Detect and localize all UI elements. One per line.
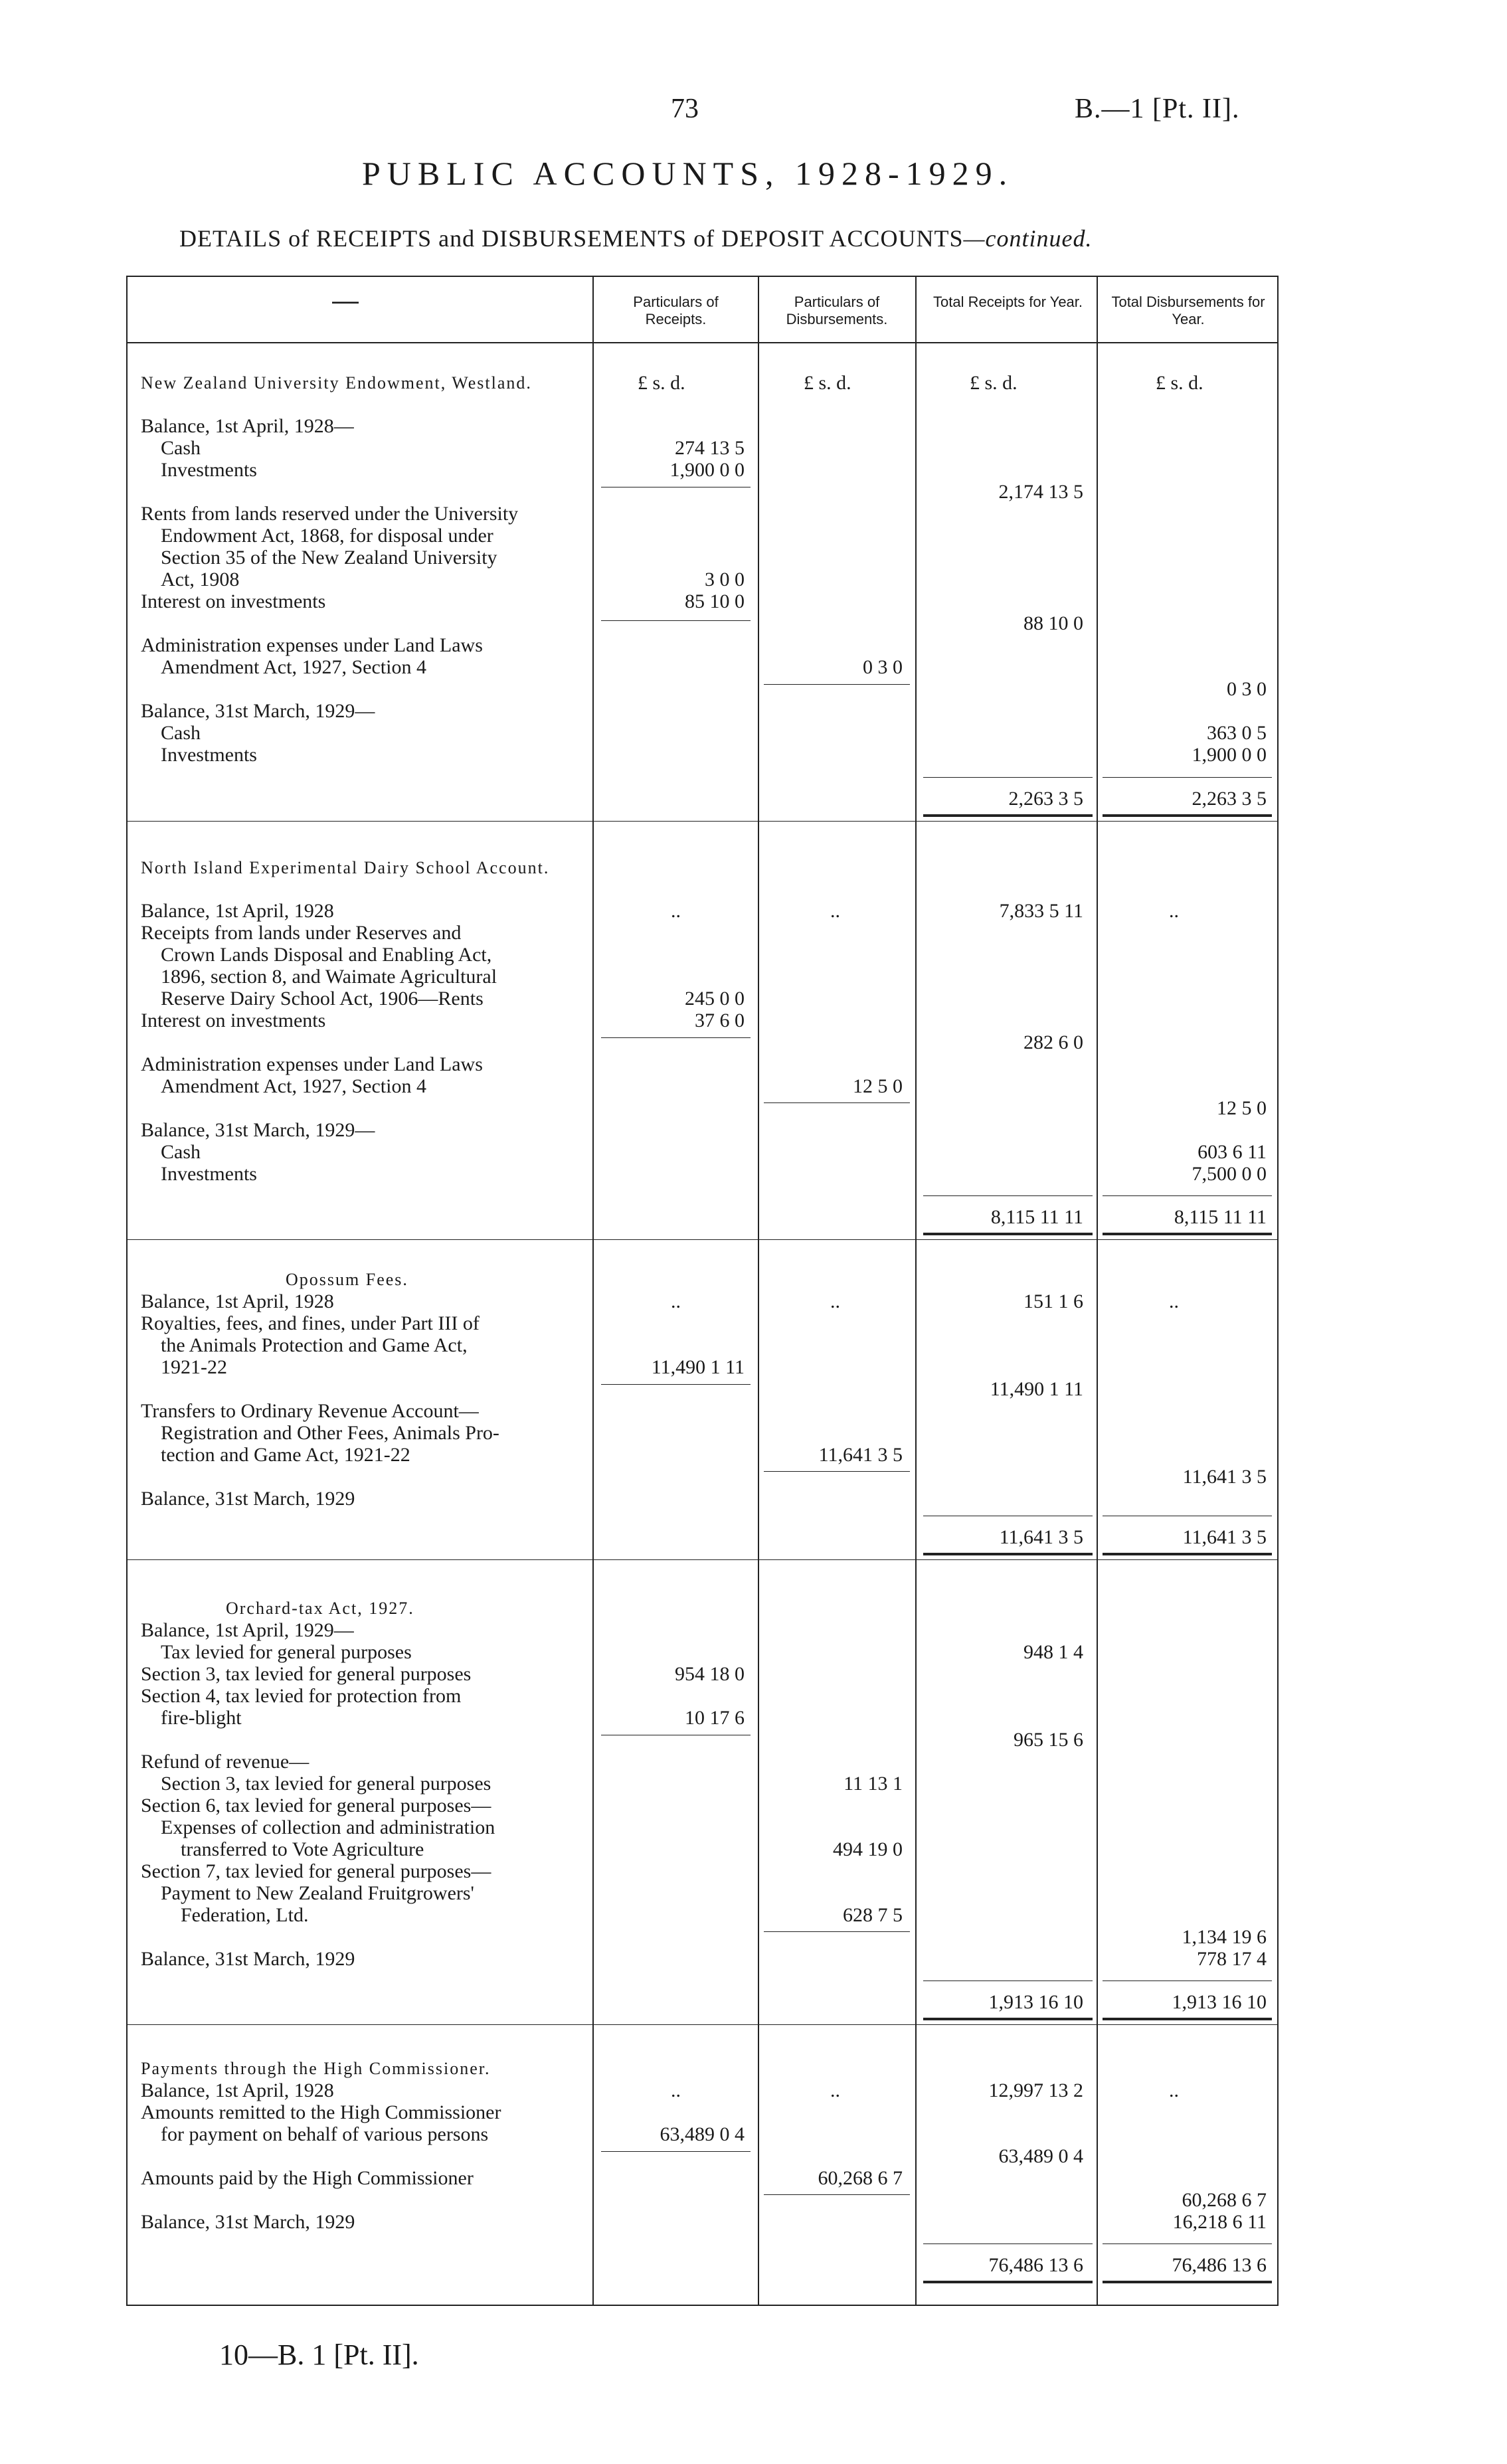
col-divider-4 — [1097, 276, 1098, 2306]
line: Investments — [161, 459, 257, 481]
line: Section 7, tax levied for general purposes— — [141, 1860, 491, 1882]
col-divider-1 — [592, 276, 594, 2306]
rule — [601, 2151, 751, 2152]
value: 948 1 4 — [1023, 1641, 1083, 1663]
line: Balance, 1st April, 1928 — [141, 1290, 334, 1312]
value: 1,134 19 6 — [1182, 1926, 1267, 1948]
subtitle-main: DETAILS of RECEIPTS and DISBURSEMENTS of DEPOSIT ACCOUNTS — [179, 225, 964, 252]
rule — [1103, 1195, 1272, 1196]
line: Interest on investments — [141, 1010, 326, 1031]
page-subtitle — [179, 224, 1093, 252]
line: Section 35 of the New Zealand University — [161, 547, 497, 569]
page-number: 73 — [671, 94, 699, 124]
double-rule — [1103, 1553, 1272, 1555]
value: 12,997 13 2 — [988, 2079, 1083, 2101]
line: transferred to Vote Agriculture — [181, 1838, 424, 1860]
rule — [601, 620, 751, 621]
value: 85 10 0 — [685, 590, 745, 612]
value: 628 7 5 — [843, 1904, 903, 1926]
line: Section 6, tax levied for general purposes— — [141, 1795, 491, 1816]
rule — [764, 1931, 910, 1932]
header-bottom-rule — [126, 342, 1279, 343]
line: Balance, 31st March, 1929 — [141, 1948, 355, 1970]
line: Amendment Act, 1927, Section 4 — [161, 656, 426, 678]
section-title: Orchard-tax Act, 1927. — [226, 1599, 414, 1618]
line: Amounts remitted to the High Commissioner — [141, 2101, 501, 2123]
rule — [923, 777, 1093, 778]
rule — [923, 1980, 1093, 1981]
rule — [923, 1195, 1093, 1196]
currency-receipts: £ s. d. — [638, 372, 685, 394]
line: 1921-22 — [161, 1356, 227, 1378]
col-divider-2 — [758, 276, 759, 2306]
leader-dots: .. — [671, 1290, 681, 1312]
section-total-receipts: 76,486 13 6 — [988, 2254, 1083, 2276]
section-total-receipts: 8,115 11 11 — [990, 1206, 1083, 1228]
leader-dots: .. — [830, 900, 840, 922]
header-receipts: Particulars of Receipts. — [633, 294, 719, 327]
document-reference: B.—1 [Pt. II]. — [1075, 94, 1240, 124]
rule — [764, 684, 910, 685]
value: 11,641 3 5 — [818, 1444, 903, 1466]
rule — [601, 1037, 751, 1038]
section-title: New Zealand University Endowment, Westland. — [141, 373, 532, 393]
value: 12 5 0 — [853, 1075, 903, 1097]
line: Endowment Act, 1868, for disposal under — [161, 525, 493, 547]
double-rule — [923, 2018, 1093, 2020]
double-rule — [1103, 2281, 1272, 2283]
line: Balance, 31st March, 1929 — [141, 1488, 355, 1510]
line: Administration expenses under Land Laws — [141, 634, 483, 656]
line: Tax levied for general purposes — [161, 1641, 412, 1663]
line: Amendment Act, 1927, Section 4 — [161, 1075, 426, 1097]
leader-dots: .. — [1169, 1290, 1179, 1312]
line: Amounts paid by the High Commissioner — [141, 2167, 474, 2189]
currency-disbursements: £ s. d. — [804, 372, 851, 394]
value: 3 0 0 — [705, 569, 745, 590]
value: 60,268 6 7 — [818, 2167, 903, 2189]
double-rule — [923, 1233, 1093, 1235]
value: 63,489 0 4 — [660, 2123, 745, 2145]
line: for payment on behalf of various persons — [161, 2123, 489, 2145]
value: 494 19 0 — [833, 1838, 903, 1860]
leader-dots: .. — [1169, 900, 1179, 922]
line: Section 3, tax levied for general purposes — [141, 1663, 472, 1685]
leader-dots: .. — [671, 2079, 681, 2101]
section-total-disbursements: 2,263 3 5 — [1192, 788, 1267, 810]
line: Administration expenses under Land Laws — [141, 1053, 483, 1075]
value: 60,268 6 7 — [1182, 2189, 1267, 2211]
rule — [764, 1102, 910, 1103]
value: 7,500 0 0 — [1192, 1163, 1267, 1185]
leader-dots: .. — [830, 1290, 840, 1312]
line: Cash — [161, 437, 201, 459]
rule — [1103, 1980, 1272, 1981]
header-total-disbursements: Total Disbursements for Year. — [1111, 294, 1265, 327]
value: 10 17 6 — [685, 1707, 745, 1729]
line: Interest on investments — [141, 590, 326, 612]
value: 965 15 6 — [1014, 1729, 1083, 1751]
rule — [764, 1471, 910, 1472]
line: Section 3, tax levied for general purposes — [161, 1773, 491, 1795]
value: 603 6 11 — [1197, 1141, 1267, 1163]
line: Refund of revenue— — [141, 1751, 310, 1773]
value: 16,218 6 11 — [1172, 2211, 1267, 2233]
value: 11 13 1 — [843, 1773, 903, 1795]
line: Section 4, tax levied for protection from — [141, 1685, 462, 1707]
header-disbursements: Particulars of Disbursements. — [786, 294, 888, 327]
value: 778 17 4 — [1197, 1948, 1267, 1970]
page-footer: 10—B. 1 [Pt. II]. — [219, 2338, 419, 2371]
double-rule — [923, 2281, 1093, 2283]
double-rule — [1103, 814, 1272, 817]
line: fire-blight — [161, 1707, 242, 1729]
line: Balance, 31st March, 1929 — [141, 2211, 355, 2233]
line: Payment to New Zealand Fruitgrowers' — [161, 1882, 474, 1904]
value: 11,641 3 5 — [1182, 1466, 1267, 1488]
line: Balance, 1st April, 1928 — [141, 2079, 334, 2101]
line: Receipts from lands under Reserves and — [141, 922, 462, 944]
value: 88 10 0 — [1023, 612, 1083, 634]
section-total-disbursements: 1,913 16 10 — [1172, 1991, 1267, 2013]
section-total-disbursements: 8,115 11 11 — [1174, 1206, 1267, 1228]
section-separator — [126, 1239, 1279, 1240]
header-total-receipts: Total Receipts for Year. — [932, 294, 1083, 310]
currency-total-disbursements: £ s. d. — [1156, 372, 1203, 394]
section-total-disbursements: 11,641 3 5 — [1182, 1526, 1267, 1548]
value: 1,900 0 0 — [1192, 744, 1267, 766]
line: Transfers to Ordinary Revenue Account— — [141, 1400, 479, 1422]
line: 1896, section 8, and Waimate Agricultural — [161, 966, 497, 988]
line: Balance, 1st April, 1928— — [141, 415, 354, 437]
section-title: Opossum Fees. — [286, 1270, 408, 1289]
value: 63,489 0 4 — [998, 2145, 1083, 2167]
line: Rents from lands reserved under the University — [141, 503, 519, 525]
line: Federation, Ltd. — [181, 1904, 309, 1926]
line: Reserve Dairy School Act, 1906—Rents — [161, 988, 484, 1010]
value: 37 6 0 — [695, 1010, 745, 1031]
col-divider-3 — [915, 276, 917, 2306]
value: 12 5 0 — [1217, 1097, 1267, 1119]
line: Investments — [161, 1163, 257, 1185]
line: Registration and Other Fees, Animals Pro- — [161, 1422, 499, 1444]
value: 274 13 5 — [675, 437, 745, 459]
value: 1,900 0 0 — [669, 459, 745, 481]
line: tection and Game Act, 1921-22 — [161, 1444, 410, 1466]
value: 151 1 6 — [1023, 1290, 1083, 1312]
section-title: North Island Experimental Dairy School Account. — [141, 858, 550, 877]
value: 282 6 0 — [1023, 1031, 1083, 1053]
rule — [601, 1384, 751, 1385]
line: Crown Lands Disposal and Enabling Act, — [161, 944, 492, 966]
currency-total-receipts: £ s. d. — [970, 372, 1018, 394]
leader-dots: .. — [1169, 2079, 1179, 2101]
leader-dots: .. — [671, 900, 681, 922]
value: 2,174 13 5 — [998, 481, 1083, 503]
section-title: Payments through the High Commissioner. — [141, 2059, 491, 2078]
right-border — [1277, 276, 1279, 2306]
line: Investments — [161, 744, 257, 766]
value: 363 0 5 — [1207, 722, 1267, 744]
subtitle-continued: —continued. — [963, 225, 1093, 252]
double-rule — [923, 1553, 1093, 1555]
line: Balance, 31st March, 1929— — [141, 700, 375, 722]
table-bottom-rule — [126, 2305, 1279, 2306]
section-separator — [126, 1559, 1279, 1560]
section-total-receipts: 1,913 16 10 — [988, 1991, 1083, 2013]
page-title: PUBLIC ACCOUNTS, 1928-1929. — [362, 155, 1014, 192]
section-total-receipts: 11,641 3 5 — [999, 1526, 1083, 1548]
line: Royalties, fees, and fines, under Part III of — [141, 1312, 480, 1334]
section-separator — [126, 2024, 1279, 2025]
value: 245 0 0 — [685, 988, 745, 1010]
double-rule — [1103, 2018, 1272, 2020]
line: Cash — [161, 1141, 201, 1163]
line: Balance, 1st April, 1929— — [141, 1619, 354, 1641]
leader-dots: .. — [830, 2079, 840, 2101]
double-rule — [1103, 1233, 1272, 1235]
double-rule — [923, 814, 1093, 817]
left-border — [126, 276, 128, 2306]
section-total-disbursements: 76,486 13 6 — [1172, 2254, 1267, 2276]
value: 0 3 0 — [863, 656, 903, 678]
value: 7,833 5 11 — [999, 900, 1083, 922]
value: 0 3 0 — [1227, 678, 1267, 700]
section-separator — [126, 821, 1279, 822]
value: 954 18 0 — [675, 1663, 745, 1685]
value: 11,490 1 11 — [651, 1356, 745, 1378]
section-total-receipts: 2,263 3 5 — [1008, 788, 1083, 810]
rule — [764, 2194, 910, 2195]
header-description: — — [332, 286, 359, 315]
line: the Animals Protection and Game Act, — [161, 1334, 468, 1356]
value: 11,490 1 11 — [990, 1378, 1083, 1400]
line: Expenses of collection and administration — [161, 1816, 495, 1838]
rule — [1103, 777, 1272, 778]
line: Cash — [161, 722, 201, 744]
line: Balance, 1st April, 1928 — [141, 900, 334, 922]
line: Act, 1908 — [161, 569, 240, 590]
table-top-rule — [126, 276, 1279, 277]
line: Balance, 31st March, 1929— — [141, 1119, 375, 1141]
